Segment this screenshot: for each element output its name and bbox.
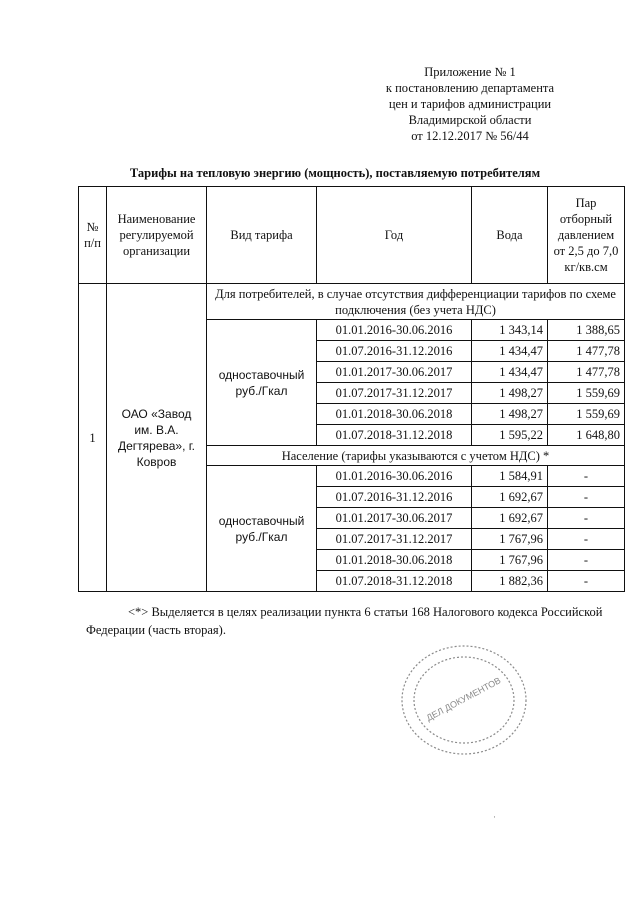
tariff-table bbox=[78, 186, 625, 592]
steam-value: 1 559,69 bbox=[548, 404, 625, 425]
period-cell: 01.01.2017-30.06.2017 bbox=[317, 508, 472, 529]
water-value: 1 692,67 bbox=[472, 487, 548, 508]
water-value: 1 498,27 bbox=[472, 404, 548, 425]
water-value: 1 434,47 bbox=[472, 341, 548, 362]
footnote: <*> Выделяется в целях реализации пункта 6 статьи 168 Налогового кодекса Российской Федерации (часть вторая). bbox=[86, 605, 603, 637]
water-value: 1 882,36 bbox=[472, 571, 548, 592]
period-cell: 01.07.2018-31.12.2018 bbox=[317, 571, 472, 592]
annex-header bbox=[370, 64, 570, 144]
period-cell: 01.01.2017-30.06.2017 bbox=[317, 362, 472, 383]
seal-stamp bbox=[398, 642, 530, 758]
water-value: 1 767,96 bbox=[472, 529, 548, 550]
steam-value: - bbox=[548, 550, 625, 571]
water-value: 1 434,47 bbox=[472, 362, 548, 383]
period-cell: 01.07.2017-31.12.2017 bbox=[317, 529, 472, 550]
tariff-type: одноставочный руб./Гкал bbox=[207, 466, 317, 592]
header-tariff-type: Вид тарифа bbox=[207, 187, 317, 284]
period-cell: 01.01.2018-30.06.2018 bbox=[317, 550, 472, 571]
annex-line: к постановлению департамента bbox=[385, 81, 555, 95]
period-cell: 01.07.2018-31.12.2018 bbox=[317, 425, 472, 446]
steam-value: - bbox=[548, 529, 625, 550]
svg-text:ДЕЛ ДОКУМЕНТОВ: ДЕЛ ДОКУМЕНТОВ bbox=[424, 675, 503, 723]
water-value: 1 584,91 bbox=[472, 466, 548, 487]
annex-line: Владимирской области bbox=[408, 113, 532, 127]
group-heading: Население (тарифы указываются с учетом НДС) * bbox=[207, 446, 625, 466]
header-year: Год bbox=[317, 187, 472, 284]
annex-line: от 12.12.2017 № 56/44 bbox=[411, 129, 529, 143]
header-organization: Наименование регулируемой организации bbox=[107, 187, 207, 284]
water-value: 1 498,27 bbox=[472, 383, 548, 404]
water-value: 1 343,14 bbox=[472, 320, 548, 341]
period-cell: 01.01.2016-30.06.2016 bbox=[317, 466, 472, 487]
steam-value: 1 477,78 bbox=[548, 341, 625, 362]
steam-value: - bbox=[548, 466, 625, 487]
water-value: 1 692,67 bbox=[472, 508, 548, 529]
steam-value: 1 648,80 bbox=[548, 425, 625, 446]
steam-value: 1 559,69 bbox=[548, 383, 625, 404]
steam-value: - bbox=[548, 571, 625, 592]
period-cell: 01.07.2017-31.12.2017 bbox=[317, 383, 472, 404]
water-value: 1 767,96 bbox=[472, 550, 548, 571]
group-heading: Для потребителей, в случае отсутствия дифференциации тарифов по схеме подключения (без учета НДС) bbox=[207, 284, 625, 320]
table-row bbox=[79, 284, 625, 320]
steam-value: - bbox=[548, 508, 625, 529]
organization-name: ОАО «Завод им. В.А. Дегтярева», г. Ковров bbox=[107, 284, 207, 592]
document-title: Тарифы на тепловую энергию (мощность), поставляемую потребителям bbox=[129, 166, 541, 180]
annex-line: цен и тарифов администрации bbox=[388, 97, 552, 111]
period-cell: 01.07.2016-31.12.2016 bbox=[317, 487, 472, 508]
scan-speck: · bbox=[493, 812, 496, 822]
steam-value: - bbox=[548, 487, 625, 508]
tariff-type: одноставочный руб./Гкал bbox=[207, 320, 317, 446]
steam-value: 1 388,65 bbox=[548, 320, 625, 341]
period-cell: 01.01.2016-30.06.2016 bbox=[317, 320, 472, 341]
period-cell: 01.01.2018-30.06.2018 bbox=[317, 404, 472, 425]
header-number: № п/п bbox=[79, 187, 107, 284]
header-water: Вода bbox=[472, 187, 548, 284]
table-header-row bbox=[79, 187, 625, 284]
header-steam: Пар отборный давлением от 2,5 до 7,0 кг/кв.см bbox=[548, 187, 625, 284]
steam-value: 1 477,78 bbox=[548, 362, 625, 383]
period-cell: 01.07.2016-31.12.2016 bbox=[317, 341, 472, 362]
row-number: 1 bbox=[79, 284, 107, 592]
annex-line: Приложение № 1 bbox=[424, 65, 516, 79]
water-value: 1 595,22 bbox=[472, 425, 548, 446]
